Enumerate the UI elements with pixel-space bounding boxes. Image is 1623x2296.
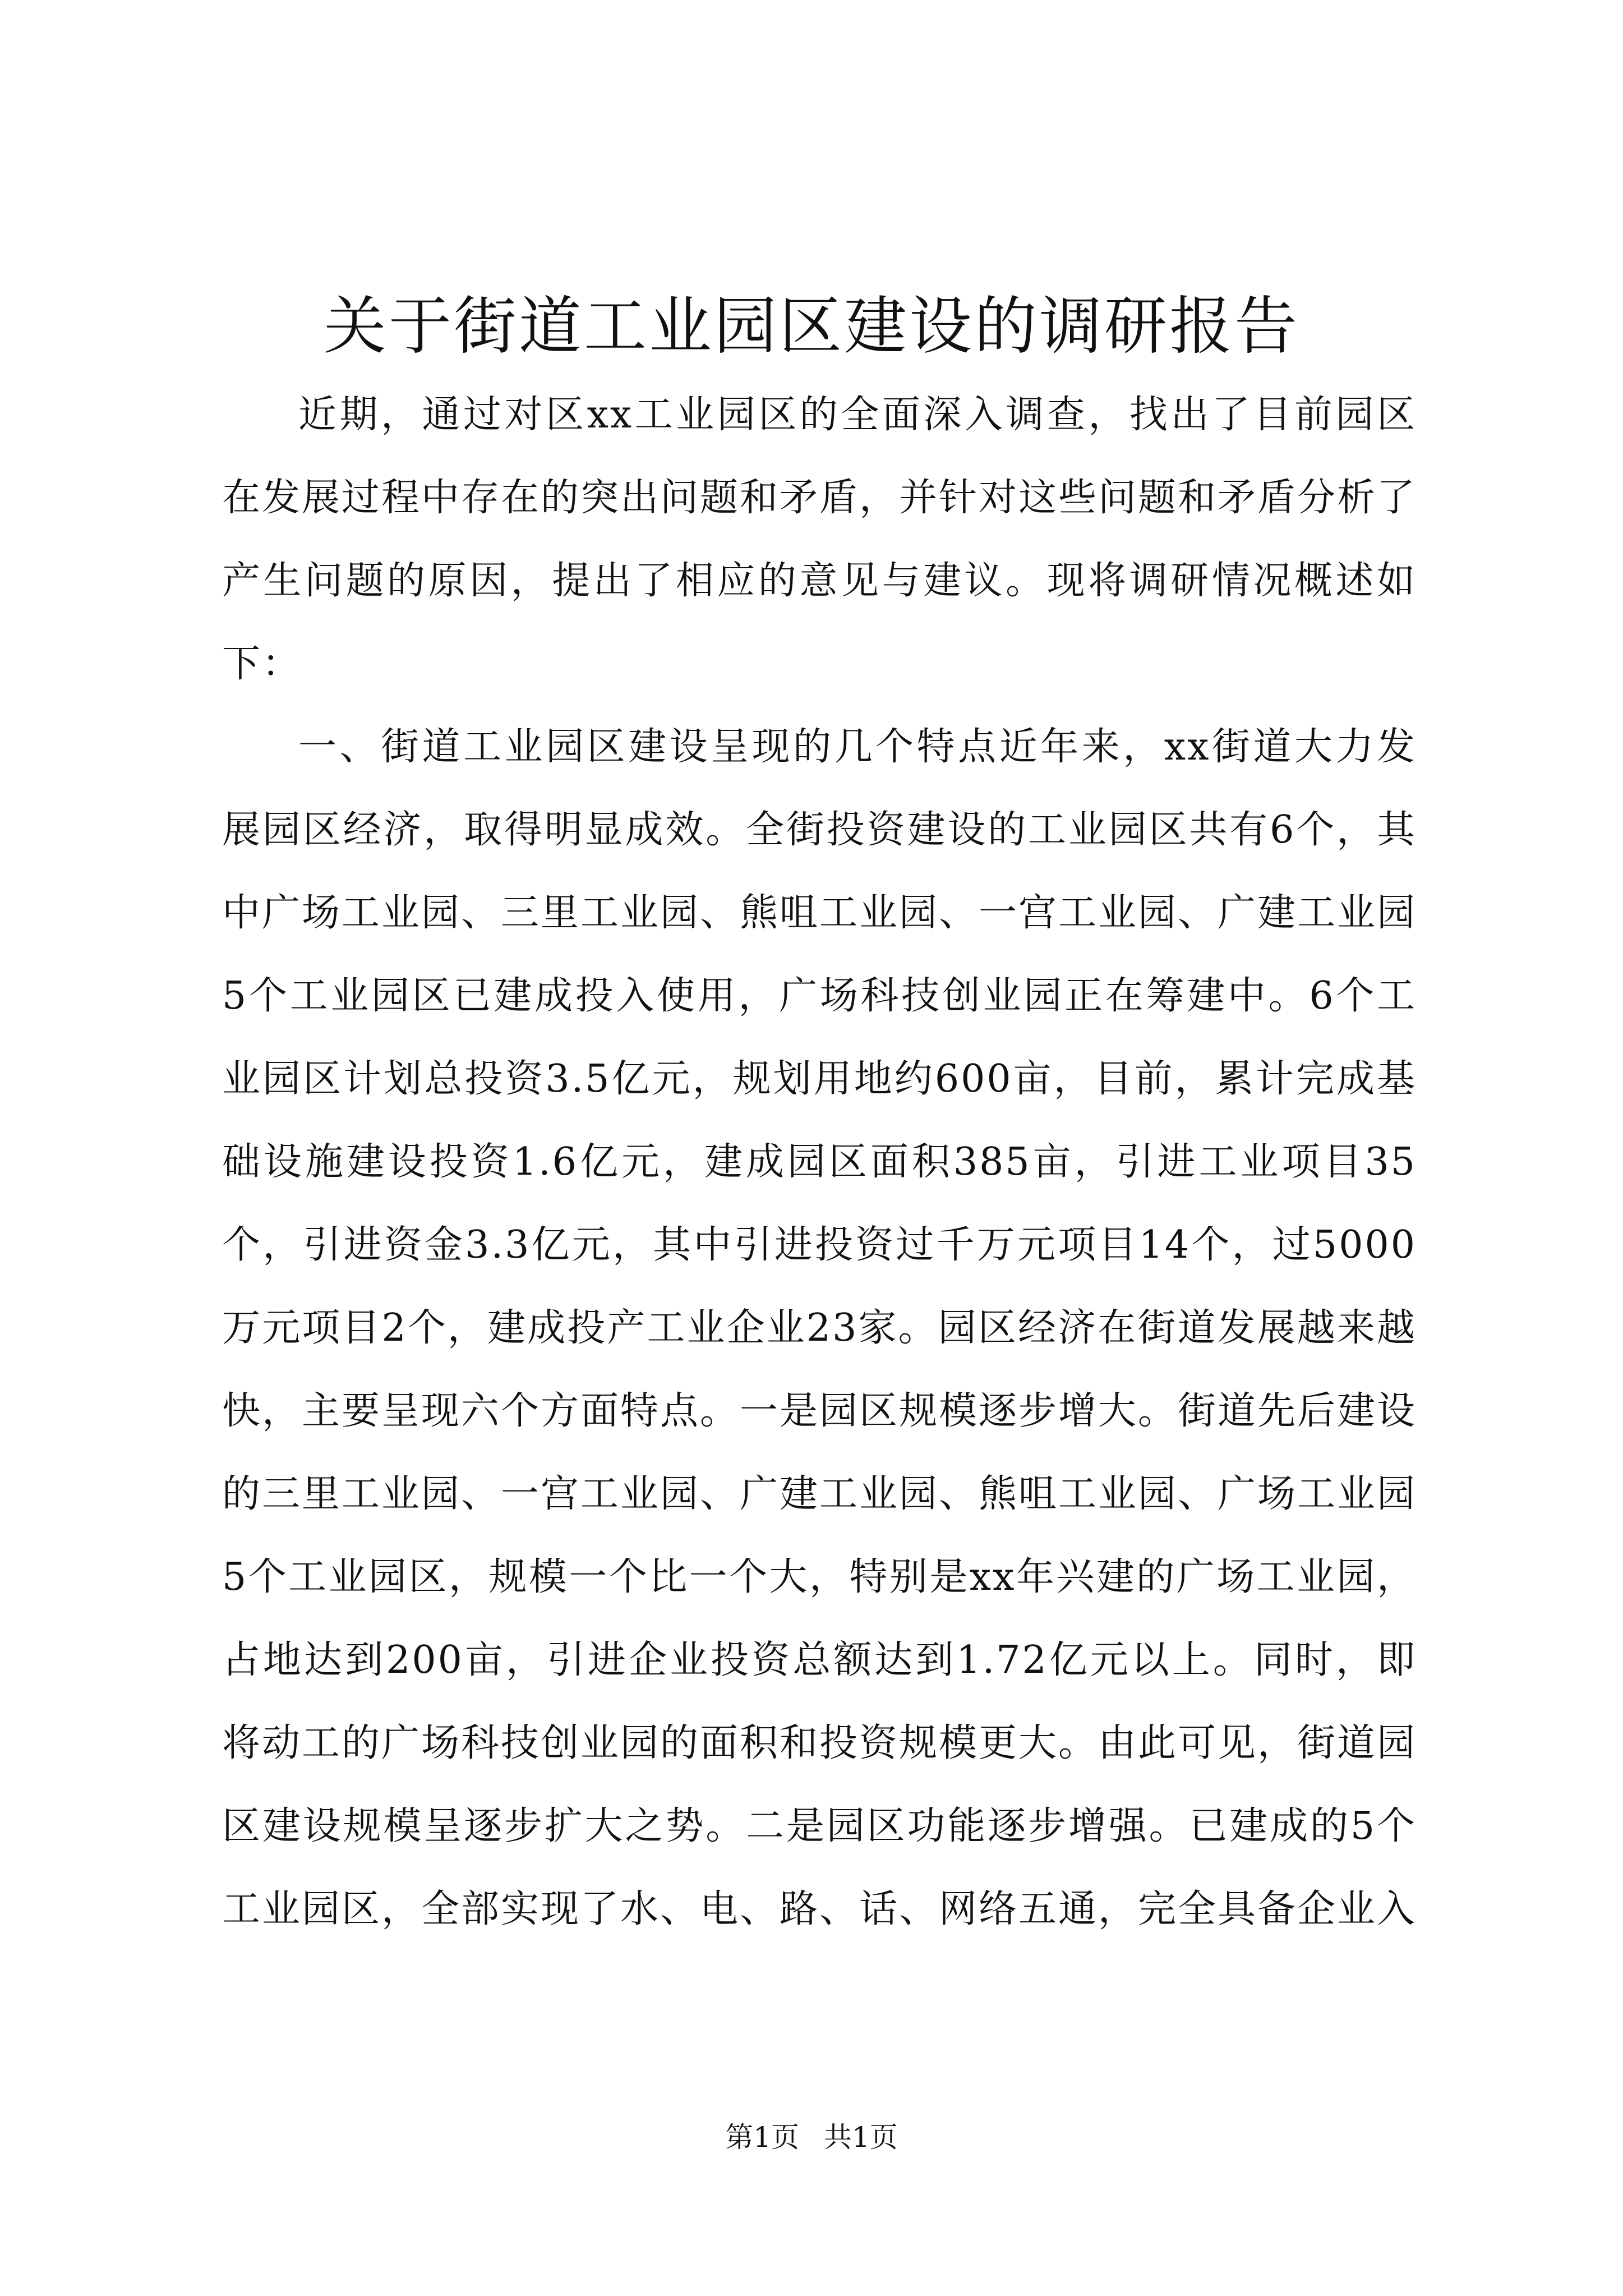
- document-body: [222, 374, 1417, 1951]
- paragraph-section-one: 一、街道工业园区建设呈现的几个特点近年来，xx街道大力发展园区经济，取得明显成效。全街投资建设的工业园区共有6个，其中广场工业园、三里工业园、熊咀工业园、一宫工业园、广建工业园5个工业园区已建成投入使用，广场科技创业园正在筹建中。6个工业园区计划总投资3.5亿元，规划用地约600亩，目前，累计完成基础设施建设投资1.6亿元，建成园区面积385亩，引进工业项目35个，引进资金3.3亿元，其中引进投资过千万元项目14个，过5000万元项目2个，建成投产工业企业23家。园区经济在街道发展越来越快，主要呈现六个方面特点。一是园区规模逐步增大。街道先后建设的三里工业园、一宫工业园、广建工业园、熊咀工业园、广场工业园5个工业园区，规模一个比一个大，特别是xx年兴建的广场工业园，占地达到200亩，引进企业投资总额达到1.72亿元以上。同时，即将动工的广场科技创业园的面积和投资规模更大。由此可见，街道园区建设规模呈逐步扩大之势。二是园区功能逐步增强。已建成的5个工业园区，全部实现了水、电、路、话、网络五通，完全具备企业入: [222, 725, 1417, 1931]
- document-title: 关于街道工业园区建设的调研报告: [324, 290, 1299, 363]
- page-number: 第1页: [725, 2121, 800, 2154]
- page-total: 共1页: [823, 2121, 898, 2154]
- page-footer: [0, 2118, 1623, 2157]
- paragraph-intro: 近期，通过对区xx工业园区的全面深入调查，找出了目前园区在发展过程中存在的突出问题和矛盾，并针对这些问题和矛盾分析了产生问题的原因，提出了相应的意见与建议。现将调研情况概述如下：: [222, 393, 1417, 686]
